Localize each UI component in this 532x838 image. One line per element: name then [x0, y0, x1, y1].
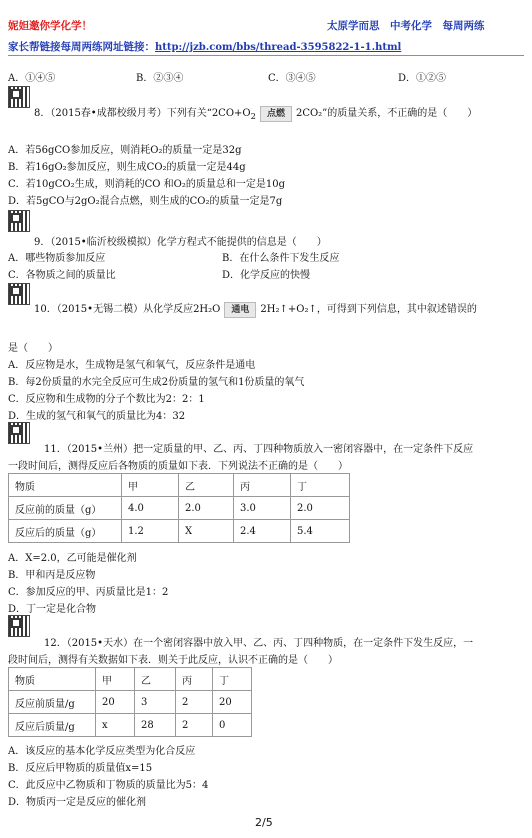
- q8-option-c: C．若10gCO₂生成，则消耗的CO 和O₂的质量总和一定是10g: [8, 179, 285, 190]
- table-header-cell: 丁: [213, 668, 252, 691]
- table-row: [9, 691, 252, 714]
- table-header-cell: 甲: [122, 474, 179, 497]
- q12-option-d: D．物质丙一定是反应的催化剂: [8, 797, 147, 808]
- qr-code-icon: [8, 283, 30, 305]
- table-cell: 反应后质量/g: [9, 714, 96, 737]
- header-divider: [8, 55, 524, 56]
- q10-stem-a: 10．（2015•无锡二模）从化学反应2H₂O: [34, 304, 221, 315]
- q11-stem-b: 一段时间后，测得反应后各物质的质量如下表．下列说法不正确的是（ ）: [8, 461, 348, 472]
- table-cell: 5.4: [291, 520, 350, 543]
- q12-option-c: C．此反应中乙物质和丁物质的质量比为5：4: [8, 780, 209, 791]
- q11-option-c: C．参加反应的甲、丙质量比是1：2: [8, 587, 169, 598]
- qr-code-icon: [8, 422, 30, 444]
- table-cell: 2.0: [179, 497, 234, 520]
- q10-option-a: A．反应物是水，生成物是氢气和氧气，反应条件是通电: [8, 360, 256, 371]
- q9-option-b: B．在什么条件下发生反应: [222, 253, 340, 264]
- q7-option-c: C．③④⑤: [268, 73, 316, 84]
- table-cell: 反应前的质量（g）: [9, 497, 122, 520]
- q7-option-d: D．①②⑤: [398, 73, 447, 84]
- q9-stem: 9．（2015•临沂校级模拟）化学方程式不能提供的信息是（ ）: [34, 237, 327, 248]
- header-left-title: 妮妲邀你学化学！: [8, 20, 92, 32]
- table-cell: 反应后的质量（g）: [9, 520, 122, 543]
- header-link-line: [8, 39, 401, 54]
- q9-option-c: C．各物质之间的质量比: [8, 270, 116, 281]
- q11-stem-a: 11．（2015•兰州）把一定质量的甲、乙、丙、丁四种物质放入一密闭容器中，在一定条件下反应: [44, 444, 474, 455]
- table-header-cell: 物质: [9, 668, 96, 691]
- reaction-arrow-electrify: 通电: [224, 302, 256, 318]
- table-cell: 28: [135, 714, 176, 737]
- table-cell: 反应前质量/g: [9, 691, 96, 714]
- q11-option-b: B．甲和丙是反应物: [8, 570, 96, 581]
- table-header-cell: 丙: [234, 474, 291, 497]
- table-cell: 0: [213, 714, 252, 737]
- table-header-cell: 丁: [291, 474, 350, 497]
- q8-sub: 2: [250, 111, 256, 121]
- q8-stem-a: 8．（2015春•成都校级月考）下列有关“2CO+O: [34, 108, 251, 119]
- table-cell: 4.0: [122, 497, 179, 520]
- table-header-cell: 丙: [176, 668, 213, 691]
- table-cell: 2: [176, 714, 213, 737]
- qr-code-icon: [8, 210, 30, 232]
- table-cell: X: [179, 520, 234, 543]
- table-cell: 2.4: [234, 520, 291, 543]
- page-number: 2/5: [255, 816, 273, 829]
- q8-stem-b: 2CO₂”的质量关系，不正确的是（ ）: [295, 108, 478, 119]
- q10-stem-b: 2H₂↑+O₂↑，可得到下列信息，其中叙述错误的: [260, 304, 477, 315]
- q12-table: [8, 667, 252, 737]
- table-header-cell: 物质: [9, 474, 122, 497]
- q8-option-b: B．若16gO₂参加反应，则生成CO₂的质量一定是44g: [8, 162, 246, 173]
- q8-option-d: D．若5gCO与2gO₂混合点燃，则生成的CO₂的质量一定是7g: [8, 196, 283, 207]
- table-header-cell: 甲: [96, 668, 135, 691]
- q11-table: [8, 473, 350, 543]
- table-cell: 20: [213, 691, 252, 714]
- q11-option-d: D．丁一定是化合物: [8, 604, 97, 615]
- table-cell: x: [96, 714, 135, 737]
- q10-stem: [34, 300, 477, 318]
- table-row: [9, 714, 252, 737]
- q9-option-a: A．哪些物质参加反应: [8, 253, 106, 264]
- table-cell: 3: [135, 691, 176, 714]
- table-row: [9, 474, 350, 497]
- link-prefix: 家长帮链接每周两练网址链接：: [8, 41, 155, 53]
- thread-link[interactable]: http://jzb.com/bbs/thread-3595822-1-1.html: [155, 42, 402, 53]
- q12-stem-b: 段时间后，测得有关数据如下表．则关于此反应，认识不正确的是（ ）: [8, 655, 338, 666]
- qr-code-icon: [8, 615, 30, 637]
- table-header-cell: 乙: [135, 668, 176, 691]
- q7-option-b: B．②③④: [136, 73, 184, 84]
- q10-option-b: B．每2份质量的水完全反应可生成2份质量的氢气和1份质量的氧气: [8, 377, 305, 388]
- table-row: [9, 520, 350, 543]
- q10-option-d: D．生成的氢气和氧气的质量比为4：32: [8, 411, 186, 422]
- table-cell: 20: [96, 691, 135, 714]
- qr-code-icon: [8, 86, 30, 108]
- table-cell: 2: [176, 691, 213, 714]
- q11-option-a: A．X=2.0，乙可能是催化剂: [8, 553, 137, 564]
- table-row: [9, 668, 252, 691]
- reaction-arrow-ignite: 点燃: [260, 106, 292, 122]
- q10-stem-cont: 是（ ）: [8, 343, 58, 354]
- q12-option-a: A．该反应的基本化学反应类型为化合反应: [8, 746, 196, 757]
- q9-option-d: D．化学反应的快慢: [222, 270, 311, 281]
- q10-option-c: C．反应物和生成物的分子个数比为2：2：1: [8, 394, 205, 405]
- table-cell: 3.0: [234, 497, 291, 520]
- table-cell: 2.0: [291, 497, 350, 520]
- table-cell: 1.2: [122, 520, 179, 543]
- q12-stem-a: 12．（2015•天水）在一个密闭容器中放入甲、乙、丙、丁四种物质，在一定条件下发生反应，一: [44, 638, 474, 649]
- q8-option-a: A．若56gCO参加反应，则消耗O₂的质量一定是32g: [8, 145, 242, 156]
- q12-option-b: B．反应后甲物质的质量值x=15: [8, 763, 153, 774]
- table-header-cell: 乙: [179, 474, 234, 497]
- q7-option-a: A．①④⑤: [8, 73, 56, 84]
- q8-stem: [34, 104, 477, 122]
- table-row: [9, 497, 350, 520]
- header-right-title: 太原学而思 中考化学 每周两练: [327, 20, 485, 32]
